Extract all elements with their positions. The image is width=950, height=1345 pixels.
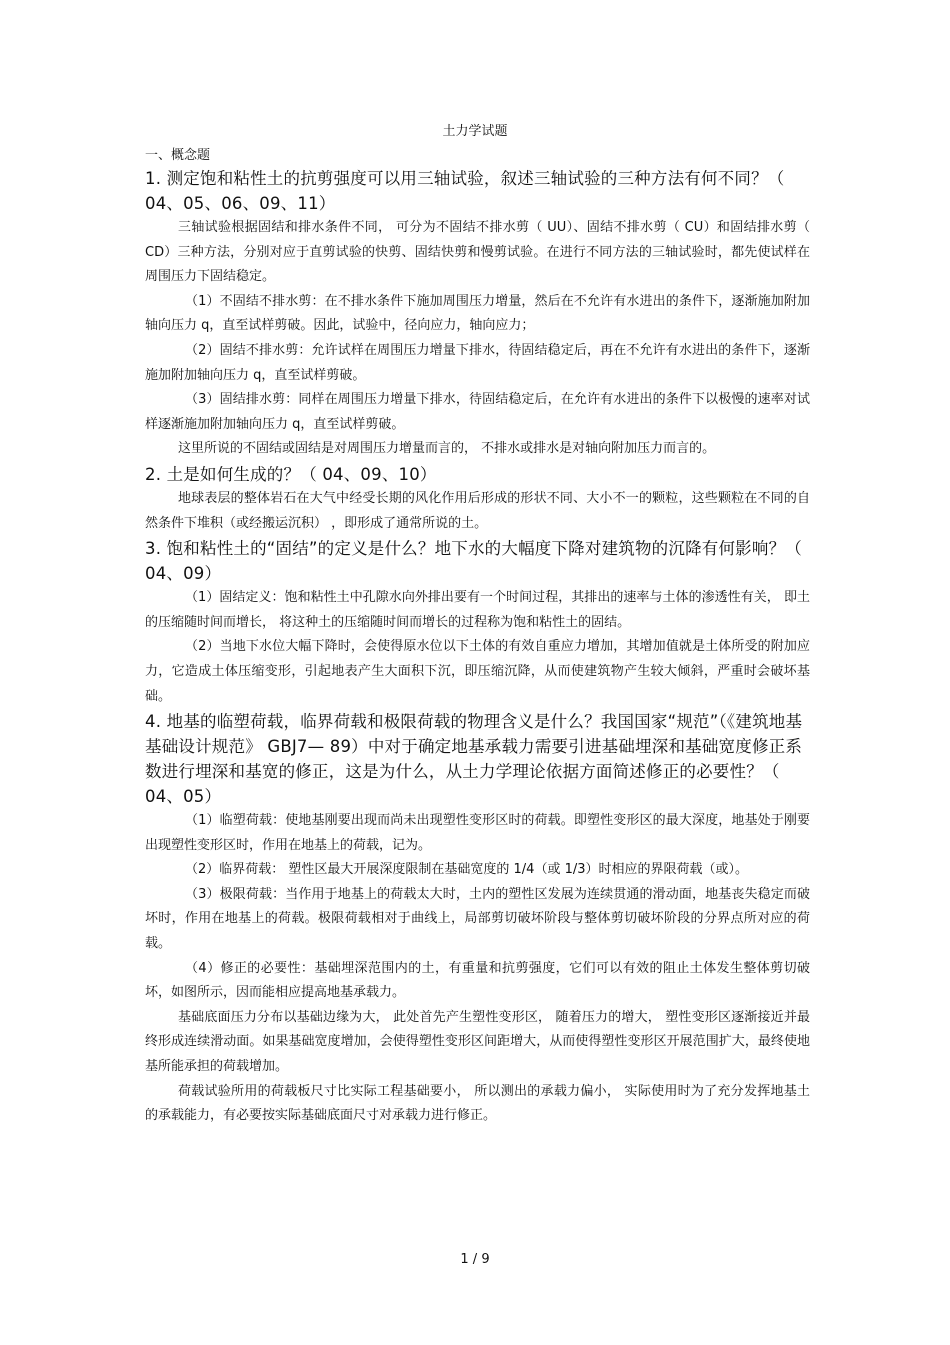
q4-paragraph-6: 荷载试验所用的荷载板尺寸比实际工程基础要小， 所以测出的承载力偏小， 实际使用时为了充分发挥地基土的承载能力，有必要按实际基础底面尺寸对承载力进行修正。 xyxy=(145,1083,810,1124)
q1-paragraph-4: （3）固结排水剪：同样在周围压力增量下排水，待固结稳定后，在允许有水进出的条件下以极慢的速率对试样逐渐施加附加轴向压力 q，直至试样剪破。 xyxy=(145,392,810,432)
page-number: 1 / 9 xyxy=(460,1252,490,1267)
document-title: 土力学试题 xyxy=(442,124,508,139)
question-2-title: 2. 土是如何生成的？（ 04、09、10） xyxy=(145,464,437,484)
q1-paragraph-1: 三轴试验根据固结和排水条件不同， 可分为不固结不排水剪（ UU）、固结不排水剪（ CU）和固结排水剪（ CD）三种方法，分别对应于直剪试验的快剪、固结快剪和慢剪试验。在进行不同方法的三轴试验时，都先使试样在周围压力下固结稳定。 xyxy=(145,220,810,285)
document-body xyxy=(145,146,810,1129)
q3-paragraph-1: （1）固结定义：饱和粘性土中孔隙水向外排出要有一个时间过程，其排出的速率与土体的渗透性有关， 即土的压缩随时间而增长， 将这种土的压缩随时间而增长的过程称为饱和粘性土的固结。 xyxy=(145,590,810,630)
question-1-title: 1. 测定饱和粘性土的抗剪强度可以用三轴试验，叙述三轴试验的三种方法有何不同？（ 04、05、06、09、11） xyxy=(145,169,785,213)
q4-paragraph-4: （4）修正的必要性：基础埋深范围内的土，有重量和抗剪强度，它们可以有效的阻止土体发生整体剪切破坏，如图所示，因而能相应提高地基承载力。 xyxy=(145,960,810,1001)
q4-paragraph-1: （1）临塑荷载：使地基刚要出现而尚未出现塑性变形区时的荷载。即塑性变形区的最大深度，地基处于刚要出现塑性变形区时，作用在地基上的荷载，记为。 xyxy=(145,813,810,853)
q4-paragraph-3: （3）极限荷载：当作用于地基上的荷载太大时，土内的塑性区发展为连续贯通的滑动面，地基丧失稳定而破坏时，作用在地基上的荷载。极限荷载相对于曲线上，局部剪切破坏阶段与整体剪切破坏阶段的分界点所对应的荷载。 xyxy=(145,886,810,952)
q1-paragraph-2: （1）不固结不排水剪：在不排水条件下施加周围压力增量，然后在不允许有水进出的条件下，逐渐施加附加轴向压力 q，直至试样剪破。因此，试验中，径向应力，轴向应力； xyxy=(145,293,810,334)
question-3-title: 3. 饱和粘性土的“固结”的定义是什么？地下水的大幅度下降对建筑物的沉降有何影响？（ 04、09） xyxy=(145,539,802,584)
section-heading: 一、概念题 xyxy=(145,148,211,163)
q3-paragraph-2: （2）当地下水位大幅下降时，会使得原水位以下土体的有效自重应力增加，其增加值就是土体所受的附加应力，它造成土体压缩变形，引起地表产生大面积下沉，即压缩沉降，从而使建筑物产生较大倾斜，严重时会破坏基础。 xyxy=(145,639,810,704)
question-4-title: 4. 地基的临塑荷载，临界荷载和极限荷载的物理含义是什么？我国国家“规范”（《建筑地基基础设计规范》 GBJ7— 89）中对于确定地基承载力需要引进基础埋深和基础宽度修正系数进行埋深和基宽的修正，这是为什么，从土力学理论依据方面简述修正的必要性？（ 04、05） xyxy=(145,712,803,807)
q1-paragraph-3: （2）固结不排水剪：允许试样在周围压力增量下排水，待固结稳定后，再在不允许有水进出的条件下，逐渐施加附加轴向压力 q，直至试样剪破。 xyxy=(145,342,810,383)
q4-paragraph-2: （2）临界荷载： 塑性区最大开展深度限制在基础宽度的 1/4（或 1/3）时相应的界限荷载（或）。 xyxy=(185,862,749,878)
q1-paragraph-5: 这里所说的不固结或固结是对周围压力增量而言的， 不排水或排水是对轴向附加压力而言的。 xyxy=(178,441,716,457)
q4-paragraph-5: 基础底面压力分布以基础边缘为大， 此处首先产生塑性变形区， 随着压力的增大， 塑性变形区逐渐接近并最终形成连续滑动面。如果基础宽度增加，会使得塑性变形区间距增大，从而使得塑性变形区开展范围扩大，最终使地基所能承担的荷载增加。 xyxy=(145,1009,810,1075)
q2-paragraph-1: 地球表层的整体岩石在大气中经受长期的风化作用后形成的形状不同、大小不一的颗粒，这些颗粒在不同的自然条件下堆积（或经搬运沉积） ，即形成了通常所说的土。 xyxy=(145,490,810,531)
